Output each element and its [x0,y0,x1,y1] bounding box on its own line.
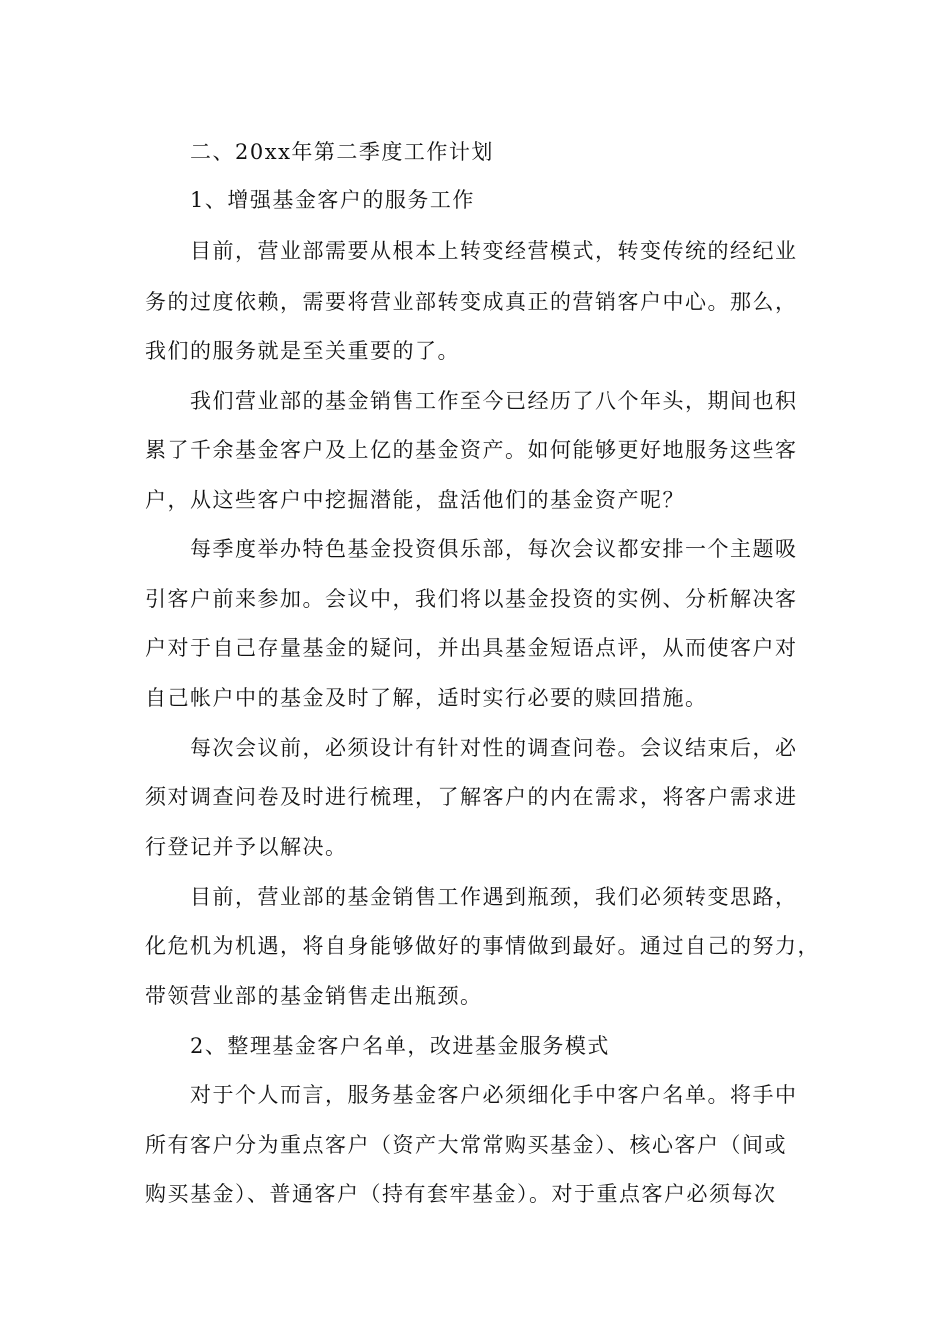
paragraph-line: 自己帐户中的基金及时了解，适时实行必要的赎回措施。 [145,686,708,710]
paragraph-line: 务的过度依赖，需要将营业部转变成真正的营销客户中心。那么， [145,290,798,314]
paragraph-line: 累了千余基金客户及上亿的基金资产。如何能够更好地服务这些客 [145,438,798,462]
paragraph-line: 购买基金）、普通客户（持有套牢基金）。对于重点客户必须每次 [145,1182,777,1206]
paragraph-line: 户，从这些客户中挖掘潜能，盘活他们的基金资产呢？ [145,488,685,512]
paragraph-line: 引客户前来参加。会议中，我们将以基金投资的实例、分析解决客 [145,587,798,611]
paragraph-line: 每次会议前，必须设计有针对性的调查问卷。会议结束后，必 [190,736,798,760]
paragraph-line: 目前，营业部需要从根本上转变经营模式，转变传统的经纪业 [190,239,798,263]
paragraph-line: 行登记并予以解决。 [145,835,348,859]
section-heading: 二、20xx年第二季度工作计划 [190,140,494,164]
paragraph-line: 带领营业部的基金销售走出瓶颈。 [145,984,483,1008]
paragraph-line: 须对调查问卷及时进行梳理，了解客户的内在需求，将客户需求进 [145,785,798,809]
paragraph-line: 我们的服务就是至关重要的了。 [145,339,460,363]
paragraph-line: 每季度举办特色基金投资俱乐部，每次会议都安排一个主题吸 [190,537,798,561]
subheading-2: 2、整理基金客户名单，改进基金服务模式 [190,1034,610,1058]
paragraph-line: 化危机为机遇，将自身能够做好的事情做到最好。通过自己的努力， [145,934,820,958]
paragraph-line: 我们营业部的基金销售工作至今已经历了八个年头，期间也积 [190,389,798,413]
paragraph-line: 对于个人而言，服务基金客户必须细化手中客户名单。将手中 [190,1083,798,1107]
paragraph-line: 目前，营业部的基金销售工作遇到瓶颈，我们必须转变思路， [190,885,798,909]
subheading-1: 1、增强基金客户的服务工作 [190,188,475,212]
paragraph-line: 所有客户分为重点客户（资产大常常购买基金）、核心客户（间或 [145,1133,787,1157]
paragraph-line: 户对于自己存量基金的疑问，并出具基金短语点评，从而使客户对 [145,636,798,660]
